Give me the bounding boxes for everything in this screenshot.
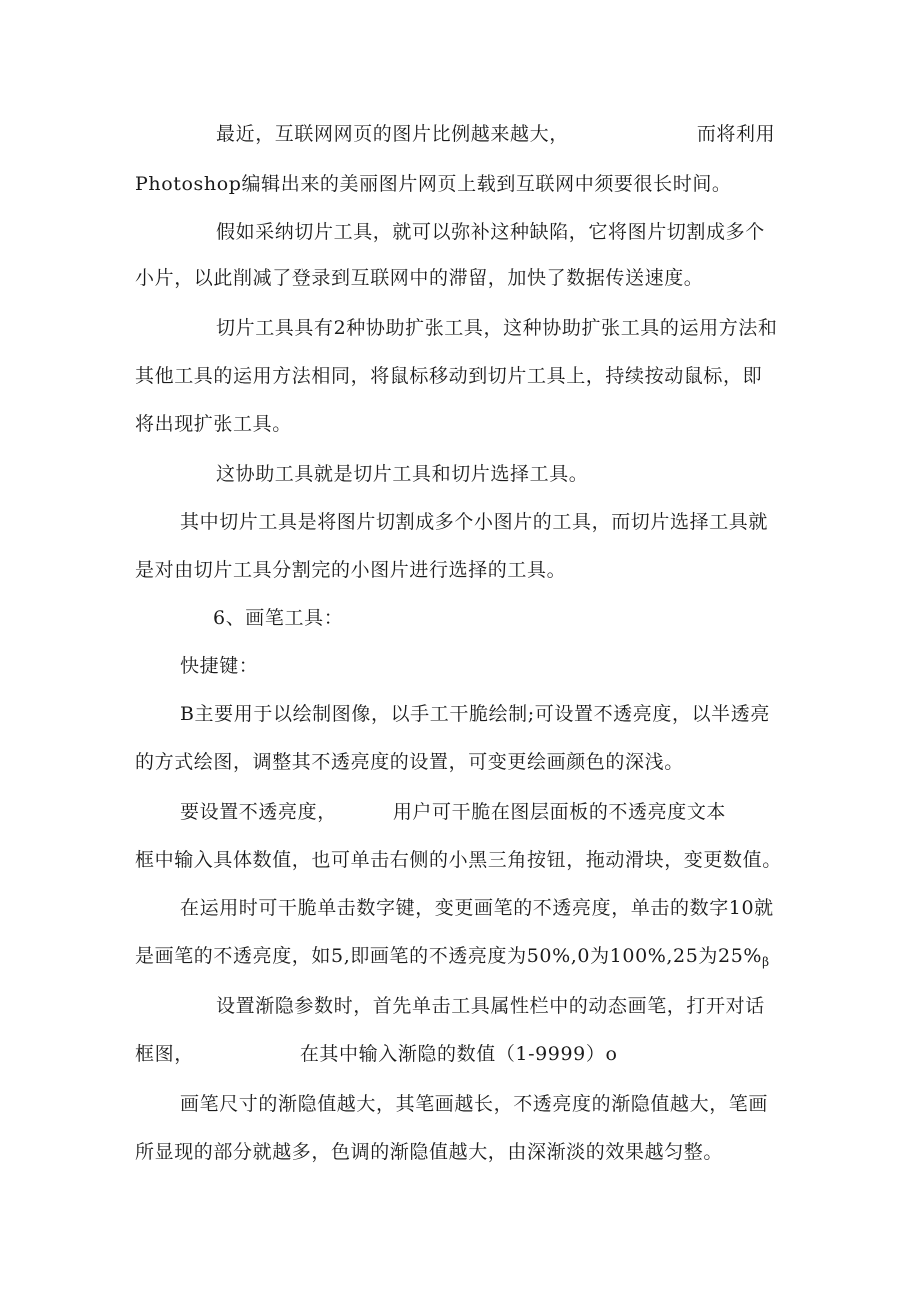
paragraph-line: 假如采纳切片工具，就可以弥补这种缺陷，它将图片切割成多个 (216, 221, 765, 243)
paragraph-line (180, 800, 726, 824)
text-span: 框图， (135, 1043, 194, 1065)
paragraph-line: B主要用于以绘制图像，以手工干脆绘制;可设置不透亮度，以半透亮 (180, 703, 770, 725)
paragraph-line: 其中切片工具是将图片切割成多个小图片的工具，而切片选择工具就 (180, 511, 769, 533)
paragraph-line: 的方式绘图，调整其不透亮度的设置，可变更绘画颜色的深浅。 (135, 751, 684, 773)
paragraph-line: 在运用时可干脆单击数字键，变更画笔的不透亮度，单击的数字10就 (180, 897, 774, 919)
paragraph-line: 小片，以此削减了登录到互联网中的滞留，加快了数据传送速度。 (135, 267, 704, 289)
paragraph-line: 框中输入具体数值，也可单击右侧的小黑三角按钮，拖动滑块，变更数值。 (135, 849, 782, 871)
text-span: β (762, 955, 770, 969)
paragraph-line: 这协助工具就是切片工具和切片选择工具。 (216, 463, 589, 485)
paragraph-line: 设置渐隐参数时，首先单击工具属性栏中的动态画笔，打开对话 (216, 995, 765, 1017)
text-span: 而将利用 (696, 123, 776, 145)
paragraph-line: 其他工具的运用方法相同，将鼠标移动到切片工具上，持续按动鼠标，即 (135, 365, 763, 387)
paragraph-line: 6、画笔工具： (213, 607, 344, 629)
paragraph-line: 是对由切片工具分割完的小图片进行选择的工具。 (135, 559, 567, 581)
paragraph-line: 切片工具具有2种协助扩张工具，这种协助扩张工具的运用方法和 (216, 317, 778, 339)
text-span: 在其中输入渐隐的数值（1-9999）o (299, 1043, 618, 1065)
paragraph-line: 将出现扩张工具。 (135, 413, 292, 435)
text-span: 是画笔的不透亮度，如5,即画笔的不透亮度为50%,0为100%,25为25% (135, 945, 763, 967)
text-span: 用户可干脆在图层面板的不透亮度文本 (392, 801, 727, 823)
text-span: 要设置不透亮度， (180, 801, 337, 823)
paragraph-line (135, 944, 770, 974)
paragraph-line: Photoshop编辑出来的美丽图片网页上载到互联网中须要很长时间。 (135, 173, 732, 195)
paragraph-line: 快捷键： (180, 655, 259, 677)
paragraph-line (135, 1042, 618, 1066)
paragraph-line (216, 122, 775, 146)
text-span: 最近，互联网网页的图片比例越来越大， (216, 123, 569, 145)
paragraph-line: 画笔尺寸的渐隐值越大，其笔画越长，不透亮度的渐隐值越大，笔画 (180, 1093, 769, 1115)
paragraph-line: 所显现的部分就越多，色调的渐隐值越大，由深渐淡的效果越匀整。 (135, 1141, 724, 1163)
